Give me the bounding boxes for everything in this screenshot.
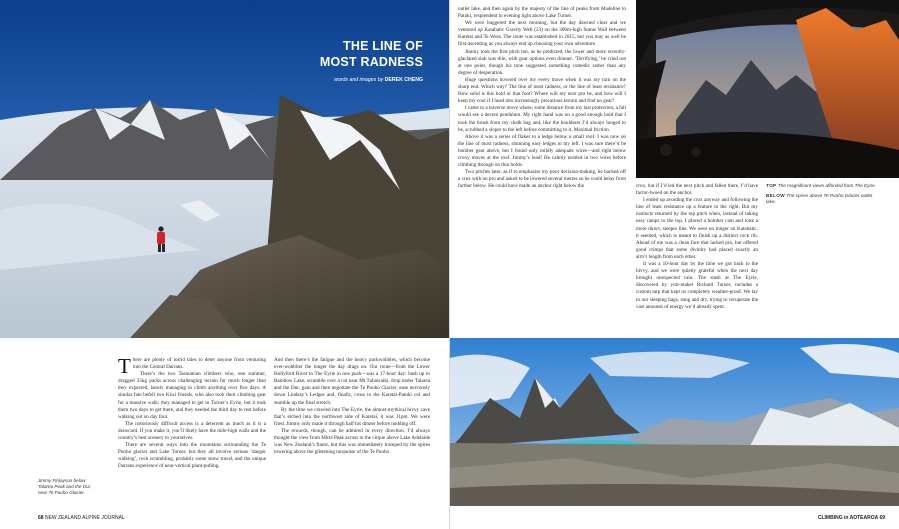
left-column-2 [274, 357, 430, 456]
caption-top-label: TOP [766, 183, 777, 188]
side-captions [766, 183, 878, 210]
byline [334, 77, 423, 83]
photo-eyrie-view [636, 0, 899, 178]
paragraph: The notoriously difficult access is a deterrent as much as it is a drawcard. If you make it, you’ll likely have the mile-high walls and the country’s best scenery to yourselves. [118, 420, 266, 442]
paragraph: There are several ways into the mountains surrounding the Te Puoho glacier and Lake Turner, but they all involve serious ‘danger walking’, rock scrambling, probably some snow travel, and the unique Darrans experience of near-vertical plant-pulling. [118, 442, 266, 470]
left-page [0, 0, 449, 529]
paragraph: Above it was a series of flakes to a ledge below a small roof. I was now on the line of most radness, shunning easy ledges to my left. I was sure there’d be bomber gear above, but I found only mildly adequate wires—and right below cruxy moves at the roof. Jimmy’s lead! He calmly nestled in two wires before climbing through on thin holds. [458, 133, 626, 169]
publication-name-left: NEW ZEALAND ALPINE JOURNAL [44, 515, 125, 521]
caption-below-text: The spires above Te Puoho Glacier outlet lake. [766, 193, 873, 205]
paragraph: outlet lake, and then again by the majesty of the line of peaks from Madeline to Patuki, resplendent in evening light above Lake Turner. [458, 6, 626, 20]
byline-author: DEREK CHENG [384, 77, 423, 83]
paragraph: We were buggered the next morning, but the day dawned clear and we ventured up Katabatic Gravity Well (23) on the 300m-high Status Wall between Karetai and Te Wera. The route was established in 2015, but you may as well be first-ascenting as you always end up choosing your own adventure. [458, 20, 626, 48]
publication-name-right: CLIMBING in AOTEAROA [817, 515, 879, 521]
footer-right [818, 515, 885, 521]
right-column-1 [458, 6, 626, 190]
footer-left [38, 515, 125, 521]
article-headline [320, 38, 423, 70]
paragraph: Huge questions hovered over my every move when it was my turn on the sharp end. Which way? The line of most radness, or the line of least resistance? How solid is this hold or that foot? Where will my next pro be, and how will I keep my cool if I head into increasingly precarious terrain and find no gear? [458, 76, 626, 105]
page-number-left: 68 [38, 515, 44, 521]
photo-spires-lake [450, 338, 899, 506]
right-page [450, 0, 899, 529]
paragraph: There’s the two Tasmanian climbers who, one summer, dragged 35kg packs across challenging terrain for much longer than they expected, barely managing to climb anything over five days. A similar fate befell two Kiwi friends, who also took their climbing gear for a massive walk; they managed to get to Turner’s Eyrie, but it took them two days to get there, and they needed the third day to rest before walking out on day four. [118, 371, 266, 420]
paragraph: It was a 10-hour day by the time we got back to the bivvy, and we were quietly grateful when the next day brought unexpected rain. The stash at The Eyrie, discovered by yurt-maker Richard Turner, includes a custom tarp that kept us completely weather-proof. We lay in our sleeping bags, snug and dry, trying to recuperate the vast amounts of energy we’d already spent. [636, 261, 758, 310]
right-column-2 [636, 183, 758, 311]
caption-below [766, 193, 878, 205]
paragraph: There are plenty of torrid tales to deter anyone from venturing into the Central Darrans. [118, 354, 266, 378]
byline-prefix: words and images by [334, 77, 384, 83]
page-number-right: 69 [879, 515, 885, 521]
paragraph: I ended up avoiding the crux anyway and following the line of least resistance up a feature to the right. But my instincts returned by the top pitch when, instead of taking easy ramps to the top, I placed a bomber cam and took a more direct, steeper line. We were no longer on Katabatic, it seemed, which is meant to finish up a distinct rock rib. Ahead of me was a clean face that lacked pro, but offered good crimps that some divinity had placed exactly an arm’s length from each other. [636, 197, 758, 260]
paragraph: crux, but if I’d led the next pitch and fallen there, I’d have factor-twoed on the anchor. [636, 183, 758, 197]
paragraph: The rewards, though, can be admired in every direction. I’d always thought the view from Mitre Peak across to the cirque above Lake Adelaide was New Zealand’s finest, but this was immediately trumped by the spires towering above the glistening turquoise of the Te Puoho [274, 427, 430, 456]
caption-top [766, 183, 878, 189]
photo-caption-left: Jimmy Finlayson below Talarea Peak and the Dur, near Te Puoho Glacier. [38, 478, 92, 496]
headline-line-1: THE LINE OF [343, 39, 423, 53]
paragraph: By the time we crawled into The Eyrie, the almost-mythical bivvy cave that’s etched into the northwest side of Karetai, it was 11pm. We were fried. Jimmy only made it through half his dinner before nodding off. [274, 406, 430, 427]
caption-below-label: BELOW [766, 193, 785, 199]
paragraph: Two pitches later, as if to emphasise my poor decision-making, he backed off a crux with no pro and asked to be lowered several metres so he could belay from further below. He could have made an anchor right below the [458, 169, 626, 190]
left-column-1 [118, 354, 266, 471]
paragraph: Jimmy took the first pitch but, as he predicted, the lower and more recently-glaciated slab was thin, with gear options even thinner. ‘Terrifying,’ he cried out at one point, though his tone suggested something comedic rather than any degree of desperation. [458, 48, 626, 76]
caption-top-text: The magnificent views afforded from The Eyrie. [777, 183, 876, 188]
paragraph: I came to a traverse move where, some distance from my last protection, a fall would see a decent pendulum. My right hand was on a good enough hold that I took the brush from my chalk bag and, like the boulderer I’d always longed to be, scrubbed a sloper to the left before committing to it. Maximal friction. [458, 105, 627, 133]
headline-line-2: MOST RADNESS [319, 55, 423, 69]
drop-cap: T [118, 354, 131, 378]
paragraph: And then there’s the fatigue and the heavy packwobbles, which become ever-wobblier the longer the day drags on. Our route—from the Lower Hollyford River to The Eyrie in one push—was a 17-hour day: bash up to Rainbow Lake, scramble over a col near Mt Tuhawaiki, drop under Talarea and the Dur, gain and then negotiate the Te Puoho Glacier, ease nervously down Lindsay’s Ledges and, finally, cross to the Karetai-Patuki col and stumble up the final stretch. [274, 357, 430, 406]
